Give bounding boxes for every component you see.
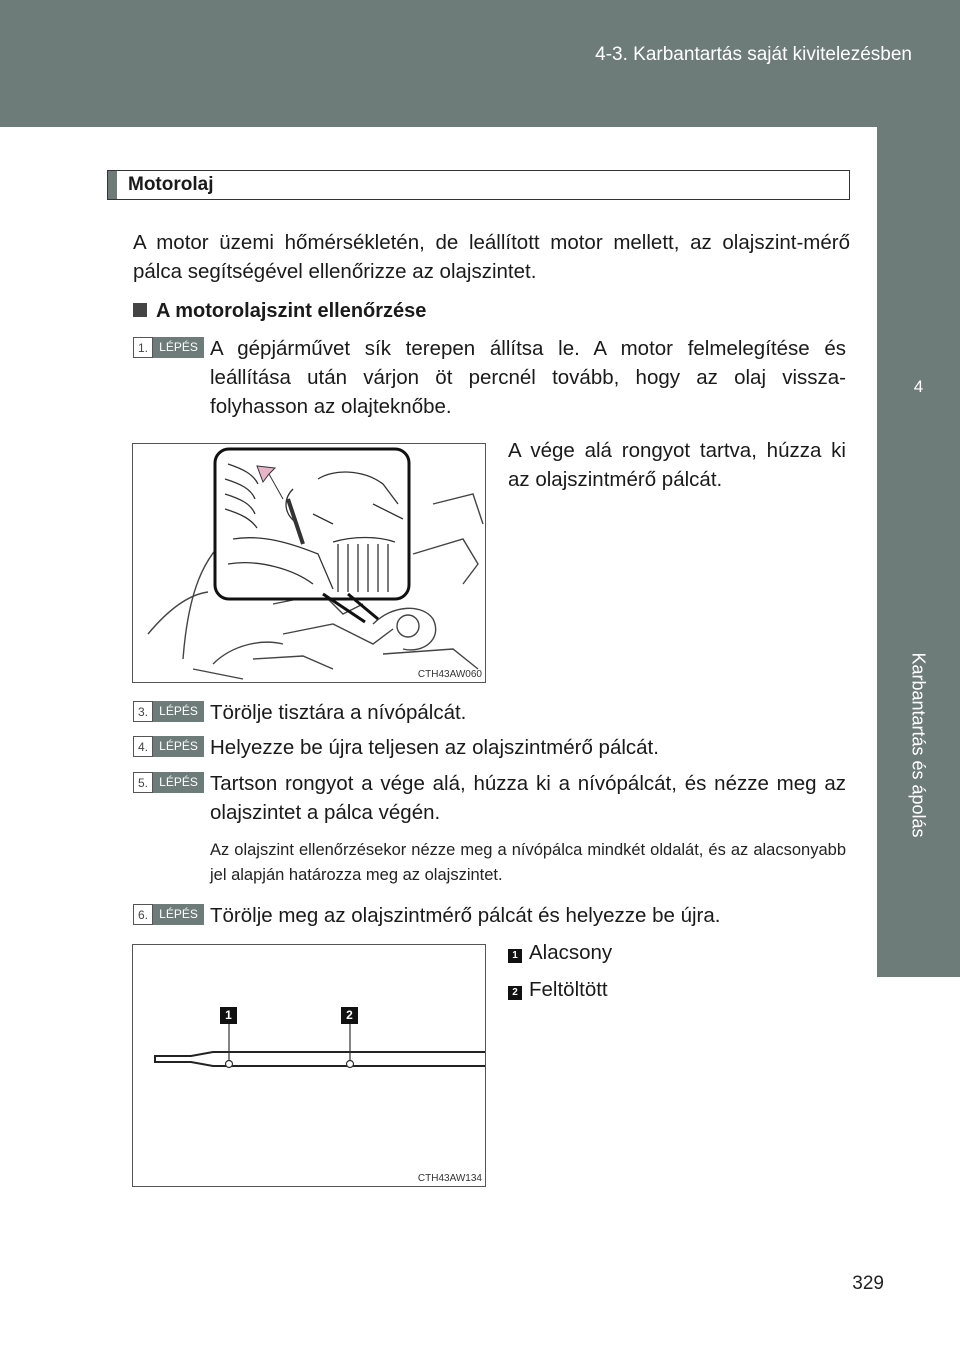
dipstick-shape <box>155 1052 485 1066</box>
mark-badge-1: 1 <box>220 1007 237 1024</box>
step-number: 1. <box>133 337 153 358</box>
step-badge-6 <box>133 904 204 926</box>
step-4-text: Helyezze be újra teljesen az olajszintmérő pálcát. <box>210 736 659 759</box>
dipstick-illustration <box>133 945 485 1186</box>
engine-dipstick-figure <box>132 443 486 683</box>
chapter-side-tab[interactable] <box>877 127 960 977</box>
step-label: LÉPÉS <box>153 736 204 757</box>
step-2-text: A vége alá rongyot tartva, húzza ki az olajszintmérő pálcát. <box>508 439 846 491</box>
legend-label: Alacsony <box>529 941 613 964</box>
step-label: LÉPÉS <box>153 701 204 722</box>
legend-item-low <box>508 941 612 965</box>
low-mark <box>226 1061 233 1068</box>
step-number: 3. <box>133 701 153 722</box>
figure-code: CTH43AW060 <box>417 669 482 680</box>
step-3-text: Törölje tisztára a nívópálcát. <box>210 701 467 724</box>
step-label: LÉPÉS <box>153 904 204 925</box>
legend-label: Feltöltött <box>529 978 608 1001</box>
step-number: 5. <box>133 772 153 793</box>
legend-item-full <box>508 978 608 1002</box>
zoom-callout-frame <box>215 449 409 599</box>
legend-badge: 1 <box>508 949 522 963</box>
engine-illustration <box>133 444 485 682</box>
chapter-number: 4 <box>913 377 924 396</box>
square-bullet-icon <box>133 303 147 317</box>
chapter-section-title: 4-3. Karbantartás saját kivitelezésben <box>595 44 912 65</box>
section-title: Motorolaj <box>128 174 214 195</box>
subsection-title: A motorolajszint ellenőrzése <box>156 300 427 322</box>
page-header <box>0 0 960 127</box>
step-5-text: Tartson rongyot a vége alá, húzza ki a nívópálcát, és nézze meg az olajszintet a pálca végén. <box>210 772 846 824</box>
page-number: 329 <box>852 1273 884 1294</box>
step-label: LÉPÉS <box>153 772 204 793</box>
full-mark <box>347 1061 354 1068</box>
section-heading-box <box>107 170 850 200</box>
step-badge-1 <box>133 337 204 359</box>
section-intro: A motor üzemi hőmérsékletén, de leállított motor mellett, az olajszint-mérő pálca segítségével ellenőrizze az olajszintet. <box>133 231 850 283</box>
step-badge-3 <box>133 701 204 723</box>
step-badge-5 <box>133 772 204 794</box>
step-badge-4 <box>133 736 204 758</box>
step-6-text: Törölje meg az olajszintmérő pálcát és helyezze be újra. <box>210 904 721 927</box>
step-label: LÉPÉS <box>153 337 204 358</box>
chapter-title: Karbantartás és ápolás <box>908 652 929 838</box>
subsection-heading <box>133 300 426 323</box>
step-number: 6. <box>133 904 153 925</box>
dipstick-figure <box>132 944 486 1187</box>
mark-badge-2: 2 <box>341 1007 358 1024</box>
figure-code: CTH43AW134 <box>417 1173 482 1184</box>
legend-badge: 2 <box>508 986 522 1000</box>
section-heading-bar <box>108 171 117 199</box>
step-number: 4. <box>133 736 153 757</box>
step-5-note: Az olajszint ellenőrzésekor nézze meg a nívópálca mindkét oldalát, és az alacsonyabb jel alapján határozza meg az olajszintet. <box>210 841 846 884</box>
step-1-text: A gépjárművet sík terepen állítsa le. A motor felmelegítése és leállítása után várjon öt percnél tovább, hogy az olaj vissza-folyhasson az olajteknőbe. <box>210 337 846 418</box>
